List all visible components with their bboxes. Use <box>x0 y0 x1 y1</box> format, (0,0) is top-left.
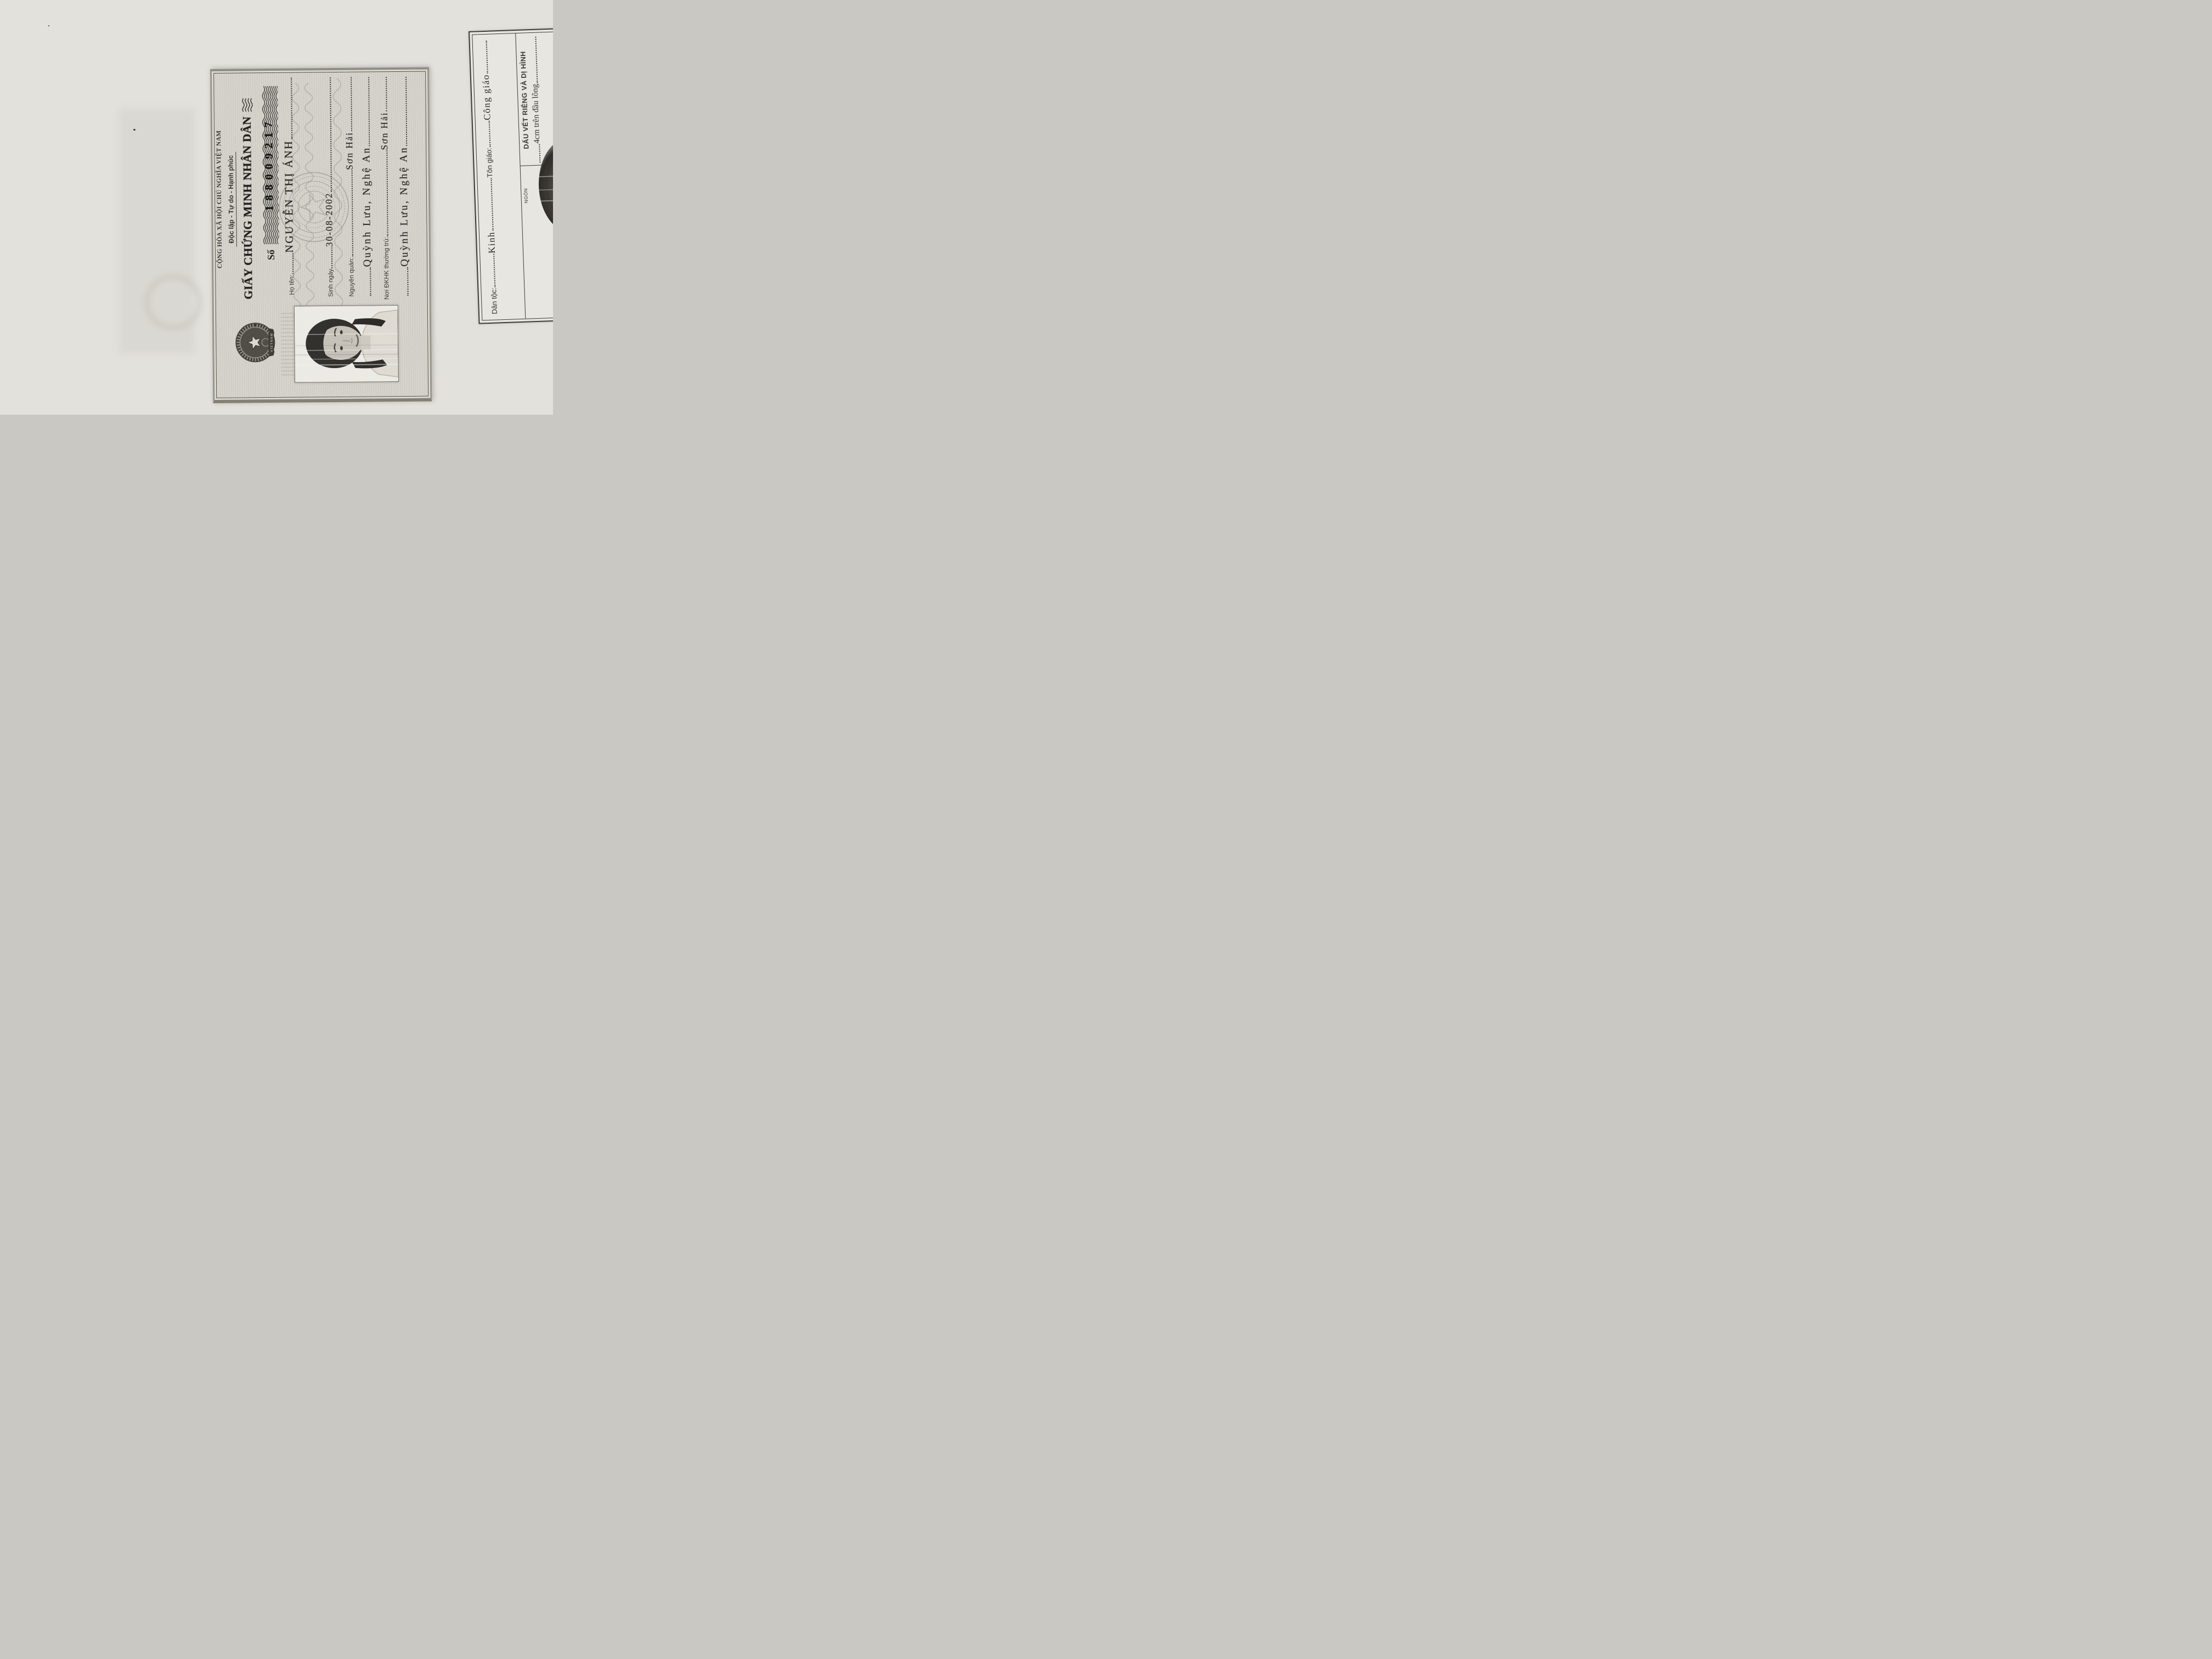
marks-text: 4cm trên đầu lông <box>531 83 542 144</box>
origin-row <box>343 77 356 297</box>
dotted-leader <box>404 77 407 146</box>
dob-row <box>323 77 335 297</box>
origin-label: Nguyên quán: <box>348 257 356 297</box>
id-number-label: Số <box>265 249 276 261</box>
dotted-leader <box>488 121 491 147</box>
residence-label: Nơi ĐKHK thường trú: <box>383 236 391 300</box>
name-value: NGUYỄN THỊ ÁNH <box>283 139 296 253</box>
title-flourish-icon <box>241 98 252 112</box>
ethnicity-value: Kinh <box>486 231 498 254</box>
faint-stamp-icon <box>144 274 202 330</box>
origin-value-line2: Quỳnh Lưu, Nghệ An <box>360 146 374 267</box>
emblem-banner-label: VIETNAM <box>270 332 274 352</box>
card-header-line2 <box>226 77 238 322</box>
id-number: 188009217 <box>262 117 276 211</box>
dotted-leader <box>290 78 292 139</box>
dob-value: 30-08-2002 <box>323 192 335 247</box>
name-label: Họ tên: <box>289 274 296 295</box>
ethnicity-label: Dân tộc: <box>489 287 499 314</box>
dotted-leader <box>330 247 332 268</box>
dotted-leader <box>351 171 353 257</box>
dotted-leader <box>489 178 493 231</box>
dob-label: Sinh ngày <box>328 268 335 297</box>
portrait-photo <box>294 305 399 383</box>
dotted-leader <box>367 77 370 146</box>
card-title-row <box>240 75 256 321</box>
residence-row-line2 <box>397 76 411 296</box>
origin-value-line1: Sơn Hải <box>344 132 355 170</box>
scanned-id-photocopy <box>0 0 553 415</box>
marks-header: DẤU VẾT RIÊNG VÀ DỊ HÌNH <box>519 51 531 149</box>
dotted-leader <box>534 37 538 83</box>
scan-streaks <box>281 312 296 375</box>
origin-row-line2 <box>360 76 374 296</box>
religion-value: Công giáo <box>480 74 493 121</box>
portrait-illustration <box>295 306 398 382</box>
id-number-row <box>261 83 279 260</box>
id-number-guilloche <box>261 83 279 245</box>
id-card-back-border <box>472 31 553 320</box>
card-header-line1 <box>215 77 224 322</box>
dotted-leader <box>406 267 408 296</box>
dotted-leader <box>369 267 371 296</box>
fingerprint-icon <box>531 129 553 241</box>
residence-value-line1: Sơn Hải <box>379 111 390 150</box>
dotted-leader <box>349 77 352 131</box>
dotted-leader <box>492 254 495 287</box>
national-emblem-icon <box>235 320 279 365</box>
id-card-background <box>213 71 428 398</box>
finger-label: NGÓN <box>523 188 529 204</box>
dotted-leader <box>385 151 388 236</box>
name-row <box>282 77 296 295</box>
card-title: GIẤY CHỨNG MINH NHÂN DÂN <box>240 116 255 300</box>
ethnicity-religion-row <box>479 40 500 314</box>
id-card-front <box>210 67 432 403</box>
residence-row <box>379 76 392 300</box>
paper-speck <box>48 25 49 26</box>
paper-speck <box>133 129 136 131</box>
residence-value-line2: Quỳnh Lưu, Nghệ An <box>398 146 411 267</box>
religion-label: Tôn giáo: <box>484 148 494 178</box>
header-motto: Độc lập - Tự do - Hạnh phúc <box>227 152 237 247</box>
dotted-leader <box>385 77 387 111</box>
dotted-leader <box>485 41 488 74</box>
dotted-leader <box>291 253 294 274</box>
header-country: CỘNG HÒA XÃ HỘI CHỦ NGHĨA VIỆT NAM <box>215 130 224 269</box>
dotted-leader <box>329 77 332 192</box>
id-card-back-fragment <box>469 27 553 324</box>
